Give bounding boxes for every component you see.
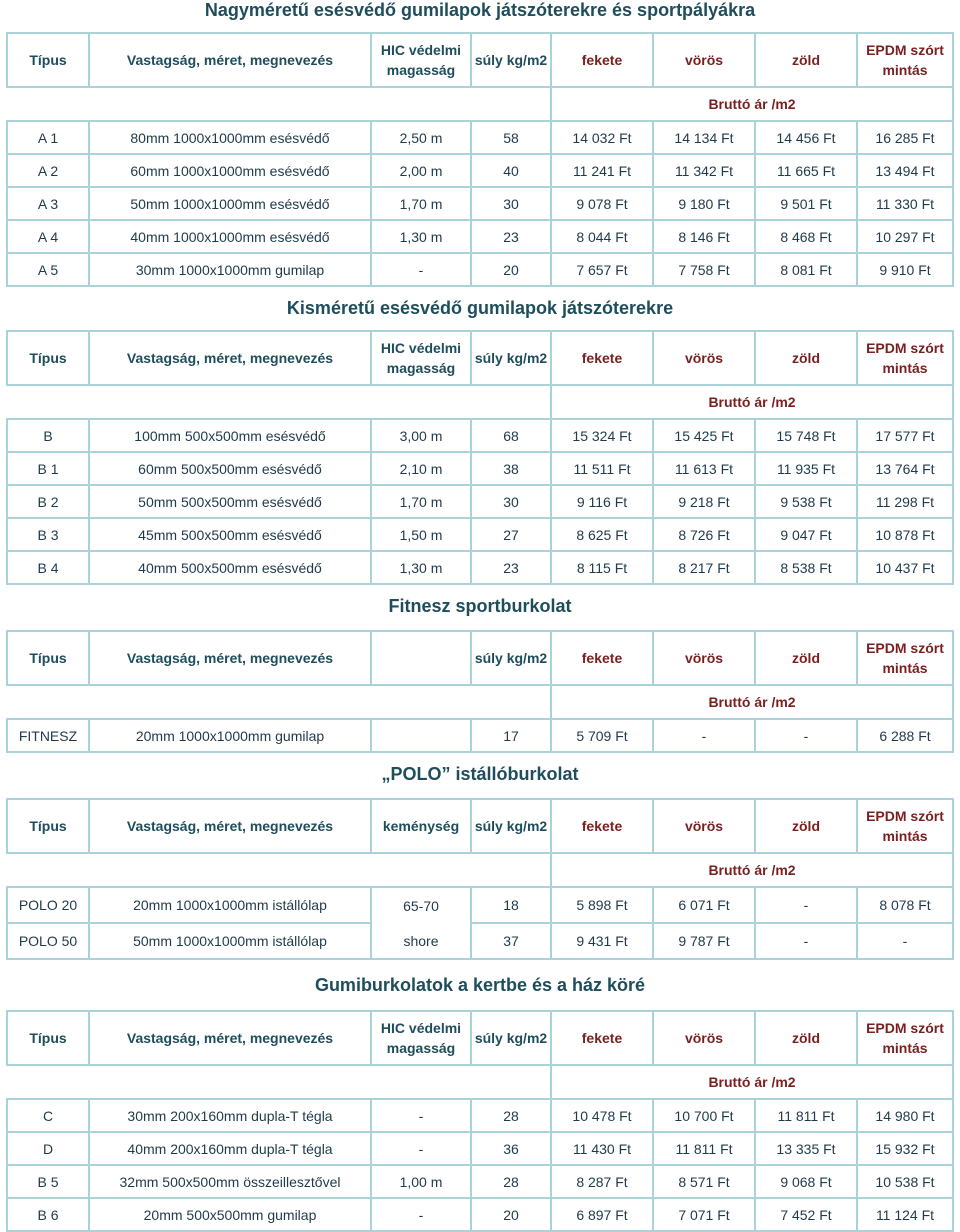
cell-price-black: 6 897 Ft	[551, 1198, 653, 1231]
table-row	[7, 220, 953, 253]
price-table-fitness	[6, 630, 954, 753]
cell-price-red: 8 146 Ft	[653, 220, 755, 253]
cell-description: 30mm 1000x1000mm gumilap	[89, 253, 371, 286]
col-header-red: vörös	[653, 331, 755, 385]
cell-price-red: 11 342 Ft	[653, 154, 755, 187]
col-header-black: fekete	[551, 33, 653, 87]
cell-price-red: 14 134 Ft	[653, 121, 755, 154]
col-header-red: vörös	[653, 799, 755, 853]
cell-hic: 1,70 m	[371, 485, 471, 518]
cell-type: A 3	[7, 187, 89, 220]
cell-type: D	[7, 1132, 89, 1165]
cell-type: B 5	[7, 1165, 89, 1198]
cell-hic: 2,10 m	[371, 452, 471, 485]
col-header-weight: súly kg/m2	[471, 33, 551, 87]
col-header-hardness: keménység	[371, 799, 471, 853]
cell-hic: -	[371, 1132, 471, 1165]
section-body	[7, 719, 953, 752]
cell-price-black: 15 324 Ft	[551, 419, 653, 452]
table-row	[7, 452, 953, 485]
cell-price-epdm: 17 577 Ft	[857, 419, 953, 452]
table-row	[7, 551, 953, 584]
cell-price-black: 8 625 Ft	[551, 518, 653, 551]
cell-price-epdm: 10 297 Ft	[857, 220, 953, 253]
col-header-description: Vastagság, méret, megnevezés	[89, 631, 371, 685]
cell-hic: 1,30 m	[371, 220, 471, 253]
cell-price-epdm: 10 878 Ft	[857, 518, 953, 551]
cell-weight: 23	[471, 551, 551, 584]
cell-type: B 6	[7, 1198, 89, 1231]
col-header-red: vörös	[653, 33, 755, 87]
col-header-description: Vastagság, méret, megnevezés	[89, 33, 371, 87]
cell-price-green: -	[755, 887, 857, 923]
col-header-description: Vastagság, méret, megnevezés	[89, 799, 371, 853]
cell-hic: -	[371, 1099, 471, 1132]
cell-price-green: 11 665 Ft	[755, 154, 857, 187]
cell-weight: 28	[471, 1099, 551, 1132]
col-header-green: zöld	[755, 331, 857, 385]
cell-price-epdm: 8 078 Ft	[857, 887, 953, 923]
cell-type: B 2	[7, 485, 89, 518]
col-header-green: zöld	[755, 631, 857, 685]
table-row	[7, 923, 953, 959]
cell-price-red: 9 180 Ft	[653, 187, 755, 220]
cell-weight: 20	[471, 253, 551, 286]
cell-price-epdm: 13 764 Ft	[857, 452, 953, 485]
col-header-weight: súly kg/m2	[471, 331, 551, 385]
cell-price-epdm: 13 494 Ft	[857, 154, 953, 187]
cell-weight: 17	[471, 719, 551, 752]
price-table-garden	[6, 1010, 954, 1232]
section-body	[7, 419, 953, 584]
cell-hic	[371, 719, 471, 752]
table-subheader-row	[7, 385, 953, 419]
cell-price-epdm: 11 298 Ft	[857, 485, 953, 518]
cell-price-black: 9 116 Ft	[551, 485, 653, 518]
cell-price-epdm: 9 910 Ft	[857, 253, 953, 286]
col-header-green: zöld	[755, 1011, 857, 1065]
cell-price-green: 9 047 Ft	[755, 518, 857, 551]
col-header-type: Típus	[7, 331, 89, 385]
cell-type: A 2	[7, 154, 89, 187]
cell-price-red: -	[653, 719, 755, 752]
table-row	[7, 1132, 953, 1165]
col-header-epdm: EPDM szórt mintás	[857, 33, 953, 87]
table-header-row	[7, 799, 953, 853]
table-row	[7, 1198, 953, 1231]
cell-price-green: -	[755, 923, 857, 959]
cell-price-epdm: 11 124 Ft	[857, 1198, 953, 1231]
cell-hic: -	[371, 1198, 471, 1231]
col-header-epdm: EPDM szórt mintás	[857, 331, 953, 385]
col-header-description: Vastagság, méret, megnevezés	[89, 1011, 371, 1065]
cell-weight: 37	[471, 923, 551, 959]
col-header-black: fekete	[551, 1011, 653, 1065]
table-row	[7, 187, 953, 220]
cell-description: 50mm 500x500mm esésvédő	[89, 485, 371, 518]
cell-price-red: 8 726 Ft	[653, 518, 755, 551]
col-header-type: Típus	[7, 631, 89, 685]
cell-description: 40mm 500x500mm esésvédő	[89, 551, 371, 584]
cell-type: B	[7, 419, 89, 452]
section-title-garden: Gumiburkolatok a kertbe és a ház köré	[314, 975, 646, 995]
table-subheader-row	[7, 1065, 953, 1099]
cell-type: C	[7, 1099, 89, 1132]
cell-price-red: 9 218 Ft	[653, 485, 755, 518]
cell-weight: 20	[471, 1198, 551, 1231]
cell-price-black: 8 044 Ft	[551, 220, 653, 253]
col-header-red: vörös	[653, 1011, 755, 1065]
col-header-black: fekete	[551, 331, 653, 385]
cell-price-green: -	[755, 719, 857, 752]
col-header-hic: HIC védelmi magasság	[371, 33, 471, 87]
gross-price-label: Bruttó ár /m2	[551, 385, 953, 419]
section-title-fitness: Fitnesz sportburkolat	[388, 596, 572, 616]
cell-weight: 23	[471, 220, 551, 253]
table-header-row	[7, 331, 953, 385]
cell-price-black: 9 078 Ft	[551, 187, 653, 220]
cell-price-red: 8 217 Ft	[653, 551, 755, 584]
col-header-green: zöld	[755, 799, 857, 853]
cell-description: 60mm 1000x1000mm esésvédő	[89, 154, 371, 187]
cell-price-epdm: 10 538 Ft	[857, 1165, 953, 1198]
cell-type: POLO 20	[7, 887, 89, 923]
section-title-small-fall-protection: Kisméretű esésvédő gumilapok játszóterekre	[286, 298, 674, 318]
table-header-row	[7, 631, 953, 685]
cell-price-epdm: 15 932 Ft	[857, 1132, 953, 1165]
table-subheader-row	[7, 853, 953, 887]
cell-price-black: 11 511 Ft	[551, 452, 653, 485]
cell-price-epdm: 14 980 Ft	[857, 1099, 953, 1132]
cell-price-green: 8 081 Ft	[755, 253, 857, 286]
cell-price-green: 7 452 Ft	[755, 1198, 857, 1231]
cell-weight: 36	[471, 1132, 551, 1165]
cell-price-black: 11 241 Ft	[551, 154, 653, 187]
cell-price-black: 9 431 Ft	[551, 923, 653, 959]
cell-description: 50mm 1000x1000mm esésvédő	[89, 187, 371, 220]
gross-price-label: Bruttó ár /m2	[551, 685, 953, 719]
cell-hic: 2,00 m	[371, 154, 471, 187]
cell-price-red: 11 811 Ft	[653, 1132, 755, 1165]
cell-weight: 38	[471, 452, 551, 485]
cell-price-red: 8 571 Ft	[653, 1165, 755, 1198]
cell-hic: 1,30 m	[371, 551, 471, 584]
cell-price-green: 9 068 Ft	[755, 1165, 857, 1198]
cell-hic: 1,50 m	[371, 518, 471, 551]
col-header-red: vörös	[653, 631, 755, 685]
cell-description: 80mm 1000x1000mm esésvédő	[89, 121, 371, 154]
cell-weight: 40	[471, 154, 551, 187]
cell-price-green: 8 538 Ft	[755, 551, 857, 584]
cell-price-green: 13 335 Ft	[755, 1132, 857, 1165]
table-subheader-row	[7, 685, 953, 719]
section-title-large-fall-protection: Nagyméretű esésvédő gumilapok játszóterekre és sportpályákra	[204, 0, 756, 20]
gross-price-label: Bruttó ár /m2	[551, 1065, 953, 1099]
col-header-type: Típus	[7, 799, 89, 853]
table-row	[7, 887, 953, 923]
table-row	[7, 419, 953, 452]
cell-price-black: 7 657 Ft	[551, 253, 653, 286]
table-subheader-row	[7, 87, 953, 121]
cell-price-black: 10 478 Ft	[551, 1099, 653, 1132]
cell-hic: 1,70 m	[371, 187, 471, 220]
cell-price-epdm: 6 288 Ft	[857, 719, 953, 752]
cell-price-epdm: 10 437 Ft	[857, 551, 953, 584]
col-header-type: Típus	[7, 33, 89, 87]
cell-description: 60mm 500x500mm esésvédő	[89, 452, 371, 485]
cell-price-black: 11 430 Ft	[551, 1132, 653, 1165]
price-table-polo	[6, 798, 954, 960]
col-header-black: fekete	[551, 631, 653, 685]
cell-type: A 4	[7, 220, 89, 253]
cell-hardness: 65-70	[371, 887, 471, 923]
cell-description: 20mm 1000x1000mm istállólap	[89, 887, 371, 923]
cell-weight: 28	[471, 1165, 551, 1198]
table-row	[7, 121, 953, 154]
cell-price-green: 11 935 Ft	[755, 452, 857, 485]
table-header-row	[7, 33, 953, 87]
cell-price-black: 8 115 Ft	[551, 551, 653, 584]
col-header-epdm: EPDM szórt mintás	[857, 631, 953, 685]
cell-price-black: 5 898 Ft	[551, 887, 653, 923]
section-body	[7, 121, 953, 286]
cell-price-green: 8 468 Ft	[755, 220, 857, 253]
cell-price-green: 9 538 Ft	[755, 485, 857, 518]
table-row	[7, 518, 953, 551]
cell-description: 40mm 200x160mm dupla-T tégla	[89, 1132, 371, 1165]
cell-hardness: shore	[371, 923, 471, 959]
cell-type: B 4	[7, 551, 89, 584]
cell-type: B 3	[7, 518, 89, 551]
col-header-weight: súly kg/m2	[471, 799, 551, 853]
col-header-green: zöld	[755, 33, 857, 87]
cell-type: B 1	[7, 452, 89, 485]
col-header-type: Típus	[7, 1011, 89, 1065]
cell-description: 40mm 1000x1000mm esésvédő	[89, 220, 371, 253]
table-row	[7, 253, 953, 286]
cell-price-red: 7 758 Ft	[653, 253, 755, 286]
col-header-epdm: EPDM szórt mintás	[857, 799, 953, 853]
col-header-description: Vastagság, méret, megnevezés	[89, 331, 371, 385]
col-header-weight: súly kg/m2	[471, 1011, 551, 1065]
cell-description: 20mm 500x500mm gumilap	[89, 1198, 371, 1231]
price-table-large-fall-protection	[6, 32, 954, 287]
cell-price-green: 15 748 Ft	[755, 419, 857, 452]
cell-price-black: 14 032 Ft	[551, 121, 653, 154]
cell-price-red: 9 787 Ft	[653, 923, 755, 959]
cell-weight: 18	[471, 887, 551, 923]
cell-price-red: 11 613 Ft	[653, 452, 755, 485]
cell-weight: 68	[471, 419, 551, 452]
col-header-hic: HIC védelmi magasság	[371, 331, 471, 385]
cell-weight: 30	[471, 187, 551, 220]
cell-price-red: 7 071 Ft	[653, 1198, 755, 1231]
section-title-polo: „POLO” istállóburkolat	[381, 764, 579, 784]
cell-price-green: 9 501 Ft	[755, 187, 857, 220]
cell-price-epdm: -	[857, 923, 953, 959]
col-header-epdm: EPDM szórt mintás	[857, 1011, 953, 1065]
section-body	[7, 1099, 953, 1231]
cell-hic: 2,50 m	[371, 121, 471, 154]
gross-price-label: Bruttó ár /m2	[551, 853, 953, 887]
cell-type: A 1	[7, 121, 89, 154]
col-header-weight: súly kg/m2	[471, 631, 551, 685]
cell-description: 20mm 1000x1000mm gumilap	[89, 719, 371, 752]
col-header-black: fekete	[551, 799, 653, 853]
cell-price-black: 5 709 Ft	[551, 719, 653, 752]
cell-description: 100mm 500x500mm esésvédő	[89, 419, 371, 452]
col-header-empty	[371, 631, 471, 685]
price-table-small-fall-protection	[6, 330, 954, 585]
cell-type: A 5	[7, 253, 89, 286]
cell-hic: -	[371, 253, 471, 286]
cell-price-red: 10 700 Ft	[653, 1099, 755, 1132]
cell-description: 32mm 500x500mm összeillesztővel	[89, 1165, 371, 1198]
cell-price-green: 11 811 Ft	[755, 1099, 857, 1132]
cell-price-red: 15 425 Ft	[653, 419, 755, 452]
col-header-hic: HIC védelmi magasság	[371, 1011, 471, 1065]
cell-price-epdm: 16 285 Ft	[857, 121, 953, 154]
gross-price-label: Bruttó ár /m2	[551, 87, 953, 121]
table-row	[7, 1099, 953, 1132]
table-row	[7, 1165, 953, 1198]
table-row	[7, 154, 953, 187]
cell-description: 50mm 1000x1000mm istállólap	[89, 923, 371, 959]
cell-type: POLO 50	[7, 923, 89, 959]
cell-type: FITNESZ	[7, 719, 89, 752]
table-row	[7, 719, 953, 752]
cell-price-epdm: 11 330 Ft	[857, 187, 953, 220]
cell-weight: 30	[471, 485, 551, 518]
cell-weight: 27	[471, 518, 551, 551]
cell-weight: 58	[471, 121, 551, 154]
table-row	[7, 485, 953, 518]
cell-price-green: 14 456 Ft	[755, 121, 857, 154]
cell-description: 45mm 500x500mm esésvédő	[89, 518, 371, 551]
cell-price-red: 6 071 Ft	[653, 887, 755, 923]
cell-price-black: 8 287 Ft	[551, 1165, 653, 1198]
table-header-row	[7, 1011, 953, 1065]
cell-description: 30mm 200x160mm dupla-T tégla	[89, 1099, 371, 1132]
cell-hic: 1,00 m	[371, 1165, 471, 1198]
cell-hic: 3,00 m	[371, 419, 471, 452]
